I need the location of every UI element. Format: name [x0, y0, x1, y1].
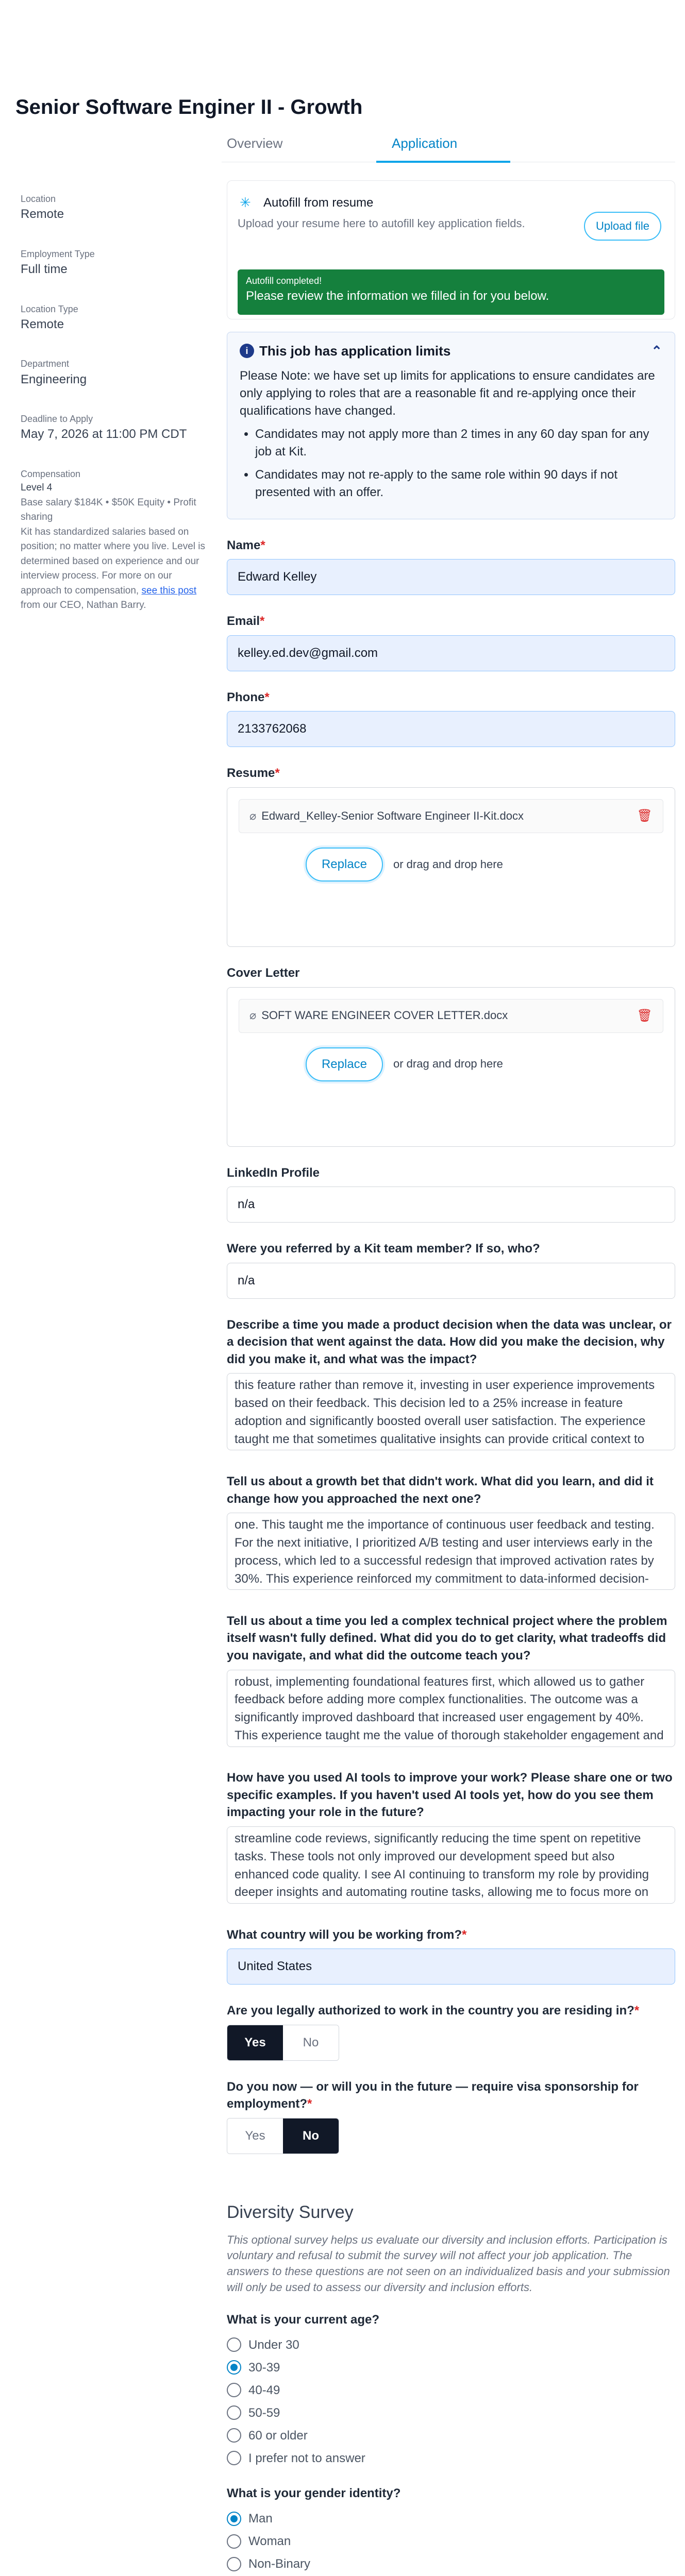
q2-textarea[interactable]: [227, 1513, 675, 1590]
linkedin-input[interactable]: [227, 1187, 675, 1223]
sparkle-icon: ✳: [240, 195, 251, 210]
resume-upload-box[interactable]: [227, 787, 675, 947]
cover-letter-drag-text: or drag and drop here: [393, 1057, 503, 1071]
autofill-title: Autofill from resume: [263, 196, 374, 210]
limits-header[interactable]: [240, 342, 662, 360]
trash-icon[interactable]: 🗑: [637, 1008, 653, 1023]
deadline-label: Deadline to Apply: [21, 414, 93, 425]
age-option[interactable]: I prefer not to answer: [227, 2447, 675, 2469]
limits-title: This job has application limits: [259, 343, 451, 359]
work-authorization-no[interactable]: No: [283, 2025, 339, 2060]
name-input[interactable]: [227, 559, 675, 595]
active-tab-indicator: [376, 161, 510, 163]
employment-type-label: Employment Type: [21, 248, 95, 259]
paperclip-icon: ⌀: [249, 1009, 257, 1022]
age-option[interactable]: Under 30: [227, 2333, 675, 2356]
autofill-banner-text: Please review the information we filled in for you below.: [246, 289, 549, 303]
q3-field-group: [227, 1613, 675, 1752]
compensation-note: [21, 525, 211, 613]
employment-type-value: Full time: [21, 262, 68, 276]
referral-label: Were you referred by a Kit team member? If so, who?: [227, 1242, 540, 1256]
deadline-value: May 7, 2026 at 11:00 PM CDT: [21, 427, 187, 442]
resume-label: Resume*: [227, 766, 280, 781]
tab-application[interactable]: Application: [392, 135, 458, 151]
country-input[interactable]: [227, 1948, 675, 1985]
diversity-survey-note: This optional survey helps us evaluate our diversity and inclusion efforts. Participation is voluntary and refusal to submit the survey will not affect your job application. The answers to these questions are not seen on an individualized basis and your submission will only be used to assess our diversity and inclusion efforts.: [227, 2233, 670, 2294]
age-option[interactable]: 30-39: [227, 2356, 675, 2379]
radio-button[interactable]: [227, 2557, 241, 2571]
q1-label: Describe a time you made a product decision when the data was unclear, or a decision that went against the data. How did you make the decision, why did you make it, and what was the impact?: [227, 1317, 672, 1366]
phone-label: Phone*: [227, 690, 270, 704]
upload-file-button[interactable]: Upload file: [584, 212, 661, 241]
tab-overview[interactable]: Overview: [227, 135, 283, 151]
resume-replace-button[interactable]: Replace: [306, 848, 383, 882]
radio-button[interactable]: [227, 2534, 241, 2549]
limits-text: Please Note: we have set up limits for applications to ensure candidates are only applying to roles that are a reasonable fit and re-applying once their qualifications have changed.: [240, 369, 655, 418]
radio-button[interactable]: [227, 2405, 241, 2420]
autofill-panel: [227, 180, 675, 319]
compensation-level: Level 4: [21, 482, 53, 494]
radio-button[interactable]: [227, 2360, 241, 2375]
linkedin-label: LinkedIn Profile: [227, 1165, 320, 1180]
age-option[interactable]: 50-59: [227, 2401, 675, 2424]
name-field-group: [227, 537, 675, 596]
visa-sponsorship-yes[interactable]: Yes: [227, 2119, 283, 2154]
autofill-banner-title: Autofill completed!: [246, 276, 322, 286]
compensation-post-link[interactable]: see this post: [141, 585, 197, 596]
department-label: Department: [21, 359, 70, 369]
radio-button[interactable]: [227, 2428, 241, 2443]
q3-label: Tell us about a time you led a complex technical project where the problem itself wasn't fully defined. What did you do to get clarity, what tradeoffs did you navigate, and what did the outcome teach you?: [227, 1614, 667, 1663]
email-input[interactable]: [227, 635, 675, 671]
phone-field-group: [227, 689, 675, 748]
compensation-note-text: Kit has standardized salaries based on position; no matter where you live. Level is determined based on experience and our interview process. For more on our approach to compensation,: [21, 526, 206, 596]
radio-button[interactable]: [227, 2383, 241, 2397]
compensation-salary: Base salary $184K • $50K Equity • Profit sharing: [21, 497, 196, 523]
resume-drag-text: or drag and drop here: [393, 857, 503, 871]
visa-sponsorship-no[interactable]: No: [283, 2119, 339, 2154]
age-option[interactable]: 60 or older: [227, 2424, 675, 2447]
email-field-group: [227, 613, 675, 671]
q2-label: Tell us about a growth bet that didn't work. What did you learn, and did it change how you approached the next one?: [227, 1475, 654, 1506]
age-option[interactable]: 40-49: [227, 2379, 675, 2401]
application-limits-panel: [227, 332, 675, 519]
gender-option[interactable]: Man: [227, 2507, 675, 2530]
department-value: Engineering: [21, 372, 87, 386]
page-title: Senior Software Enginer II - Growth: [15, 96, 363, 118]
cover-letter-file-name: SOFT WARE ENGINEER COVER LETTER.docx: [261, 1009, 508, 1022]
linkedin-field-group: [227, 1164, 675, 1223]
autofill-subtitle: Upload your resume here to autofill key application fields.: [238, 217, 525, 230]
compensation-label: Compensation: [21, 468, 81, 479]
email-label: Email*: [227, 614, 265, 629]
location-type-value: Remote: [21, 317, 64, 331]
age-options: [227, 2333, 675, 2469]
limits-list: [240, 426, 662, 501]
info-icon: i: [240, 344, 254, 358]
radio-button[interactable]: [227, 2512, 241, 2526]
cover-letter-replace-button[interactable]: Replace: [306, 1047, 383, 1081]
country-label: What country will you be working from?*: [227, 1927, 467, 1942]
q1-field-group: [227, 1316, 675, 1455]
gender-option[interactable]: Non-Binary: [227, 2553, 675, 2575]
visa-sponsorship-label: Do you now — or will you in the future — require visa sponsorship for employment?*: [227, 2079, 639, 2111]
autofill-success-banner: [238, 269, 664, 315]
q3-textarea[interactable]: [227, 1670, 675, 1747]
radio-button[interactable]: [227, 2337, 241, 2352]
diversity-survey-title: Diversity Survey: [227, 2202, 354, 2222]
gender-question: What is your gender identity?: [227, 2486, 401, 2501]
work-authorization-group: [227, 2002, 675, 2061]
cover-letter-file-chip: [239, 999, 663, 1033]
referral-field-group: [227, 1240, 675, 1299]
paperclip-icon: ⌀: [249, 809, 257, 822]
country-field-group: [227, 1926, 675, 1985]
location-type-label: Location Type: [21, 303, 78, 314]
resume-file-name: Edward_Kelley-Senior Software Engineer II-Kit.docx: [261, 809, 524, 822]
cover-letter-label: Cover Letter: [227, 965, 300, 980]
chevron-up-icon[interactable]: ⌃: [651, 343, 662, 359]
gender-option[interactable]: Woman: [227, 2530, 675, 2553]
gender-options: [227, 2507, 675, 2576]
q4-textarea[interactable]: [227, 1826, 675, 1904]
phone-input[interactable]: [227, 711, 675, 747]
name-label: Name*: [227, 538, 265, 552]
resume-field-group: [227, 765, 675, 947]
work-authorization-toggle: [227, 2025, 339, 2061]
radio-button[interactable]: [227, 2451, 241, 2465]
work-authorization-label: Are you legally authorized to work in the country you are residing in?*: [227, 2004, 640, 2018]
age-question: What is your current age?: [227, 2312, 380, 2327]
visa-sponsorship-group: [227, 2078, 675, 2154]
cover-letter-upload-box[interactable]: [227, 987, 675, 1147]
q4-field-group: [227, 1769, 675, 1908]
q1-textarea[interactable]: [227, 1373, 675, 1450]
q4-label: How have you used AI tools to improve your work? Please share one or two specific examples. If you haven't used AI tools yet, how do you see them impacting your role in the future?: [227, 1771, 673, 1820]
referral-input[interactable]: [227, 1263, 675, 1299]
work-authorization-yes[interactable]: Yes: [227, 2025, 283, 2060]
q2-field-group: [227, 1473, 675, 1595]
job-details-sidebar: [21, 180, 211, 613]
application-form: [227, 180, 675, 2576]
cover-letter-field-group: [227, 964, 675, 1147]
location-label: Location: [21, 194, 56, 204]
tab-bar: [222, 134, 675, 165]
location-value: Remote: [21, 207, 64, 222]
limits-bullet-1: • Candidates may not apply more than 2 times in any 60 day span for any job at Kit.: [255, 426, 662, 460]
trash-icon[interactable]: 🗑: [637, 809, 653, 823]
visa-sponsorship-toggle: [227, 2118, 339, 2154]
compensation-note-end: from our CEO, Nathan Barry.: [21, 600, 146, 611]
resume-file-chip: [239, 799, 663, 833]
limits-bullet-2: • Candidates may not re-apply to the same role within 90 days if not presented with an offer.: [255, 466, 662, 501]
